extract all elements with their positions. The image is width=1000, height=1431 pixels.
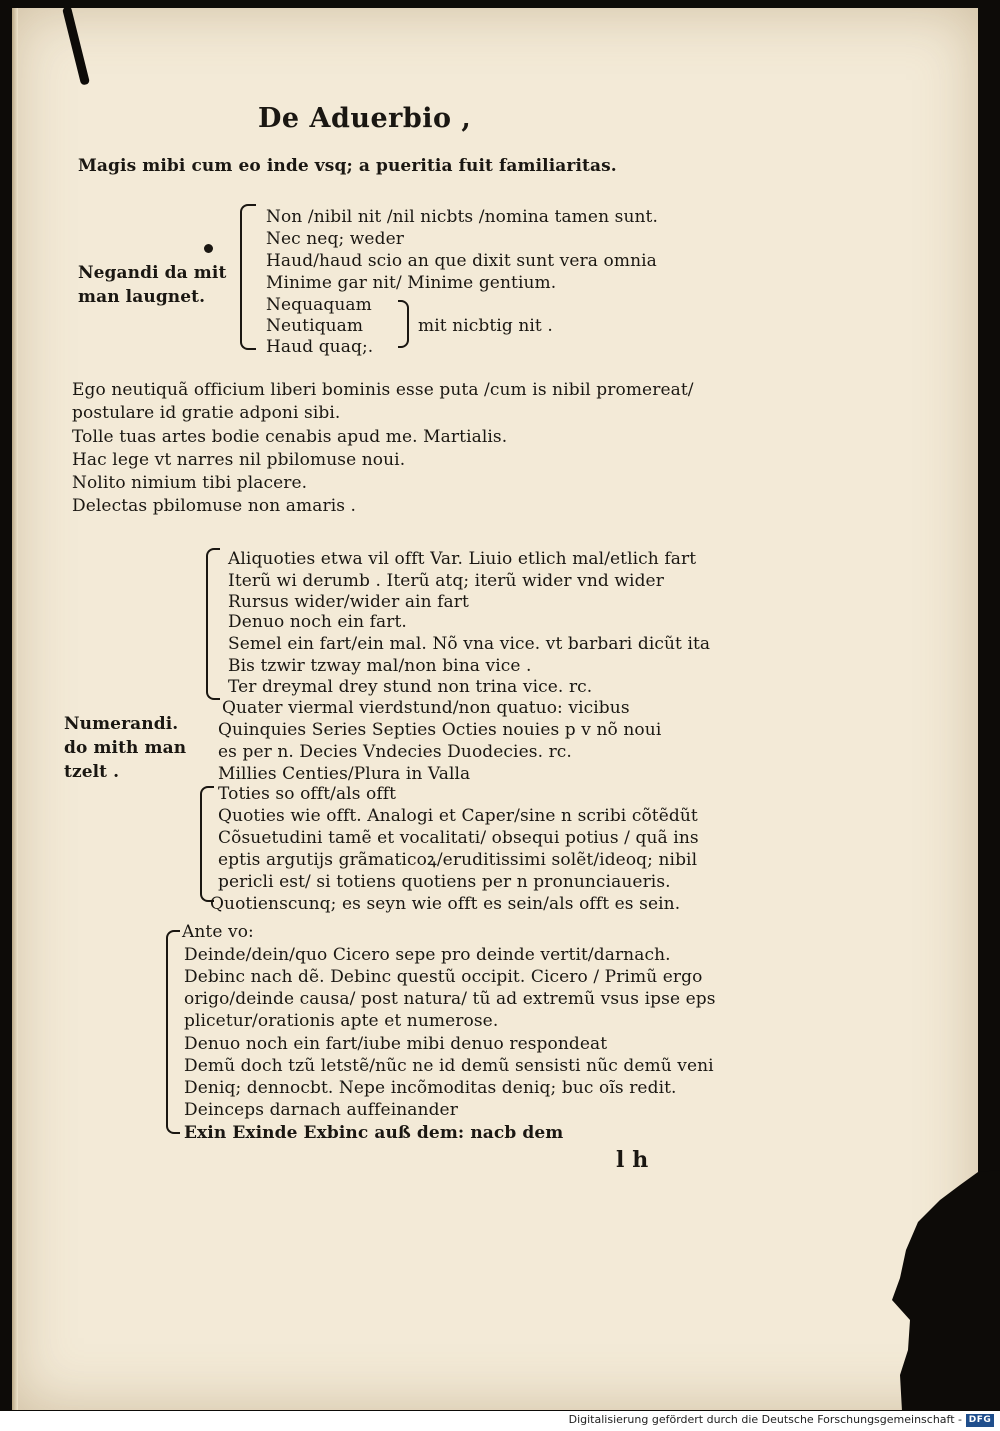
ordinis-item: Denuo noch ein fart/iube mibi denuo respondeat — [184, 1034, 608, 1054]
numerandi-item: es per n. Decies Vndecies Duodecies. rc. — [218, 742, 572, 762]
negandi-sub-note: mit nicbtig nit . — [418, 316, 553, 336]
numerandi-item: Denuo noch ein fart. — [228, 612, 407, 632]
numerandi-item: Aliquoties etwa vil offt Var. Liuio etlich mal/etlich fart — [228, 549, 697, 569]
numerandi-upper-brace — [206, 548, 220, 700]
numerandi-label-1: Numerandi. — [64, 714, 179, 734]
negandi-label-1: Negandi da mit — [78, 263, 227, 283]
numerandi-item: Quater viermal vierdstund/non quatuo: vicibus — [222, 698, 630, 718]
ordinis-item: Ante vo: — [182, 922, 254, 942]
ordinis-item: origo/deinde causa/ post natura/ tũ ad extremũ vsus ipse eps — [184, 989, 716, 1009]
numerandi-label-2: do mith man — [64, 738, 187, 758]
numerandi-item: Semel ein fart/ein mal. Nõ vna vice. vt barbari dicũt ita — [228, 634, 711, 654]
example-line: Delectas pbilomuse non amaris . — [72, 496, 357, 516]
example-line: postulare id gratie adponi sibi. — [72, 403, 341, 423]
page-title: De Aduerbio , — [258, 103, 472, 134]
numerandi-item: Quotienscunq; es seyn wie offt es sein/als offt es sein. — [210, 894, 681, 914]
numerandi-item: pericli est/ si totiens quotiens per n pronunciaueris. — [218, 872, 671, 892]
example-line: Ego neutiquã officium liberi bominis esse puta /cum is nibil promereat/ — [72, 380, 694, 400]
numerandi-item: Quoties wie offt. Analogi et Caper/sine n scribi cõtẽdũt — [218, 806, 698, 826]
numerandi-item: Cõsuetudini tamẽ et vocalitati/ obsequi potius / quã ins — [218, 828, 699, 848]
numerandi-item: Millies Centies/Plura in Valla — [218, 764, 471, 784]
negandi-label-2: man laugnet. — [78, 287, 206, 307]
ordinis-item: Exin Exinde Exbinc auß dem: nacb dem — [184, 1123, 564, 1143]
negandi-item: Haud quaq;. — [266, 337, 374, 357]
numerandi-item: Bis tzwir tzway mal/non bina vice . — [228, 656, 532, 676]
numerandi-lower-brace — [200, 786, 214, 902]
numerandi-item: Iterũ wi derumb . Iterũ atq; iterũ wider vnd wider — [228, 571, 664, 591]
ordinis-item: Debinc nach dẽ. Debinc questũ occipit. Cicero / Primũ ergo — [184, 967, 703, 987]
negandi-item: Nequaquam — [266, 295, 372, 315]
ordinis-brace — [166, 930, 180, 1134]
numerandi-item: Quinquies Series Septies Octies nouies p v nõ noui — [218, 720, 662, 740]
example-line: Hac lege vt narres nil pbilomuse noui. — [72, 450, 406, 470]
numerandi-item: eptis argutijs grãmaticoꝝ/eruditissimi solẽt/ideoq; nibil — [218, 850, 698, 870]
dfg-logo: DFG — [966, 1414, 994, 1427]
margin-dot — [204, 244, 213, 253]
ordinis-item: Deniq; dennocbt. Nepe incõmoditas deniq; buc oĩs redit. — [184, 1078, 677, 1098]
negandi-item: Haud/haud scio an que dixit sunt vera omnia — [266, 251, 657, 271]
ordinis-item: Demũ doch tzũ letstẽ/nũc ne id demũ sensisti nũc demũ veni — [184, 1056, 714, 1076]
negandi-item: Nec neq; weder — [266, 229, 404, 249]
negandi-brace — [240, 204, 256, 350]
intro-line: Magis mibi cum eo inde vsq; a pueritia fuit familiaritas. — [78, 156, 617, 176]
numerandi-item: Toties so offt/als offt — [218, 784, 397, 804]
negandi-item: Non /nibil nit /nil nicbts /nomina tamen sunt. — [266, 207, 658, 227]
negandi-sub-brace — [398, 300, 409, 348]
numerandi-item: Rursus wider/wider ain fart — [228, 592, 469, 612]
negandi-item: Neutiquam — [266, 316, 364, 336]
signature-mark: l h — [616, 1147, 649, 1173]
negandi-item: Minime gar nit/ Minime gentium. — [266, 273, 557, 293]
footer-bar — [0, 1411, 1000, 1431]
ordinis-item: plicetur/orationis apte et numerose. — [184, 1011, 499, 1031]
example-line: Nolito nimium tibi placere. — [72, 473, 308, 493]
ordinis-item: Deinceps darnach auffeinander — [184, 1100, 458, 1120]
numerandi-label-3: tzelt . — [64, 762, 120, 782]
numerandi-item: Ter dreymal drey stund non trina vice. rc. — [228, 677, 593, 697]
ordinis-item: Deinde/dein/quo Cicero sepe pro deinde vertit/darnach. — [184, 945, 671, 965]
page-gutter-shadow — [12, 8, 18, 1410]
footer-credit: Digitalisierung gefördert durch die Deutsche Forschungsgemeinschaft - — [568, 1413, 962, 1426]
example-line: Tolle tuas artes bodie cenabis apud me. Martialis. — [72, 427, 508, 447]
